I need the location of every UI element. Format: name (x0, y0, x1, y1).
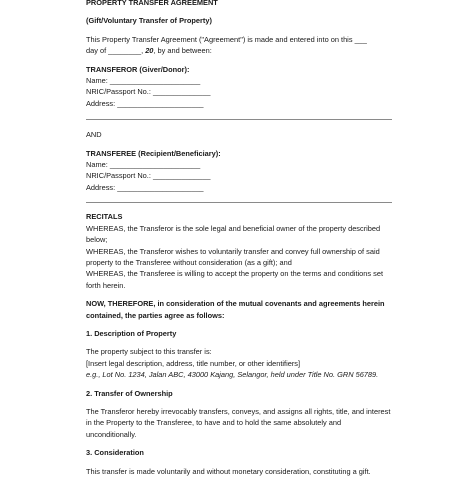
intro-line-1: This Property Transfer Agreement ("Agreement") is made and entered into on this ___ (86, 34, 367, 44)
transferor-address-field: Address: _____________________ (86, 98, 204, 108)
now-therefore-lead: NOW, THEREFORE, (86, 299, 156, 309)
now-therefore-clause (86, 298, 392, 321)
section-2-heading: 2. Transfer of Ownership (86, 388, 173, 398)
section-1-line-2: [Insert legal description, address, title number, or other identifiers] (86, 358, 301, 368)
document-subtitle: (Gift/Voluntary Transfer of Property) (86, 16, 212, 26)
and-label: AND (86, 130, 102, 140)
document-title: PROPERTY TRANSFER AGREEMENT (86, 0, 218, 7)
recital-1: WHEREAS, the Transferor is the sole legal and beneficial owner of the property described below; (86, 223, 381, 245)
section-1-heading: 1. Description of Property (86, 328, 177, 338)
section-1-line-1: The property subject to this transfer is: (86, 347, 212, 357)
transferor-name-field: Name: ______________________ (86, 76, 201, 86)
recitals-heading: RECITALS (86, 212, 123, 222)
transferee-id-field: NRIC/Passport No.: ______________ (86, 171, 211, 181)
now-therefore-body: in consideration of the mutual covenants and agreements herein contained, the parties agree as follows: (86, 299, 385, 320)
intro-line-2 (86, 45, 392, 56)
section-1-example: e.g., Lot No. 1234, Jalan ABC, 43000 Kajang, Selangor, held under Title No. GRN 56789. (86, 370, 379, 380)
section-3-body: This transfer is made voluntarily and without monetary consideration, constituting a gift. (86, 466, 371, 476)
transferee-name-field: Name: ______________________ (86, 160, 201, 170)
section-2-body: The Transferor hereby irrevocably transfers, conveys, and assigns all rights, title, and interest in the Property to the Transferee, to have and to hold the same absolutely and unconditionally. (86, 406, 391, 439)
transferor-id-field: NRIC/Passport No.: ______________ (86, 87, 211, 97)
transferor-heading: TRANSFEROR (Giver/Donor): (86, 64, 190, 74)
section-3-heading: 3. Consideration (86, 448, 144, 458)
transferee-heading: TRANSFEREE (Recipient/Beneficiary): (86, 148, 221, 158)
intro-year: 20 (145, 46, 154, 56)
intro-tail: , by and between: (153, 46, 212, 56)
intro-day-blank: day of ________, (86, 46, 146, 56)
recital-2: WHEREAS, the Transferor wishes to voluntarily transfer and convey full ownership of said property to the Transferee without consideration (as a gift); and (86, 246, 380, 267)
recital-3: WHEREAS, the Transferee is willing to accept the property on the terms and conditions set forth herein. (86, 269, 383, 290)
transferee-address-field: Address: _____________________ (86, 182, 204, 192)
